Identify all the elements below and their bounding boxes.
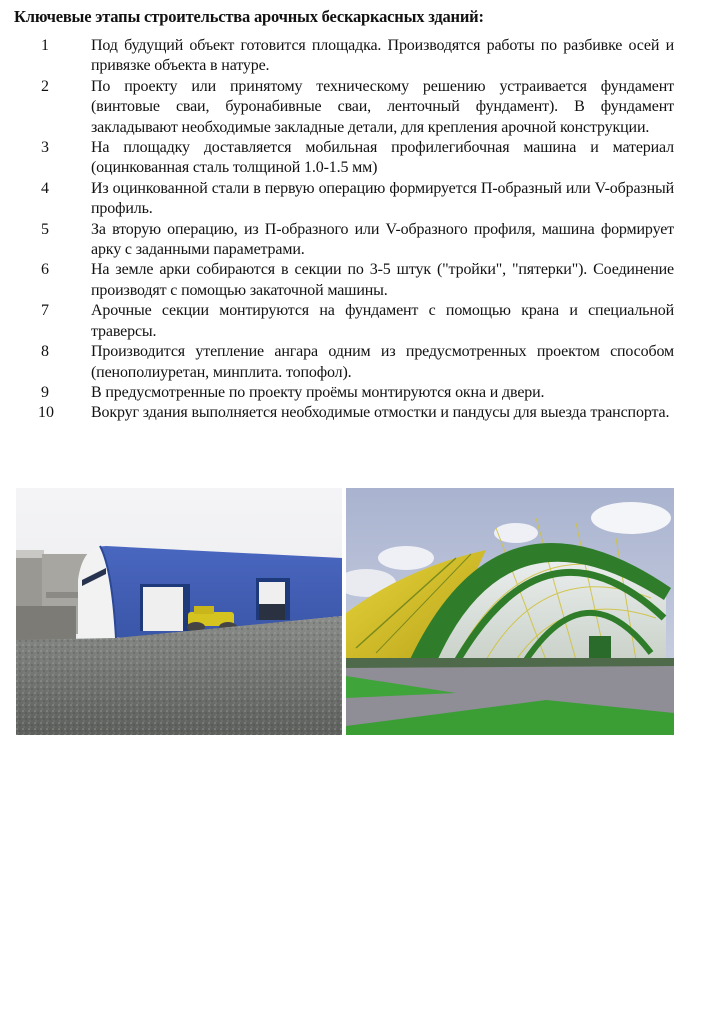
step-text: На земле арки собираются в секции по 3-5 штук ("тройки", "пятерки"). Соединение производят с помощью закаточной машины. — [91, 261, 674, 299]
step-text: В предусмотренные по проекту проёмы монтируются окна и двери. — [91, 383, 545, 401]
list-item — [0, 138, 715, 179]
green-glass-arched-building-render — [346, 488, 674, 735]
blue-arched-hangar-photo — [16, 488, 342, 735]
step-number: 8 — [41, 343, 49, 361]
step-text: На площадку доставляется мобильная профилегибочная машина и материал (оцинкованная сталь толщиной 1.0-1.5 мм) — [91, 139, 674, 177]
steps-list — [0, 36, 715, 424]
list-item — [0, 260, 715, 301]
step-number: 9 — [41, 383, 49, 401]
step-text: Арочные секции монтируются на фундамент с помощью крана и специальной траверсы. — [91, 302, 674, 340]
list-item — [0, 36, 715, 77]
list-item — [0, 77, 715, 138]
list-item — [0, 383, 715, 403]
step-number: 10 — [38, 404, 54, 422]
step-text: Производится утепление ангара одним из предусмотренных проектом способом (пенополиуретан, минплита. топофол). — [91, 343, 674, 381]
step-number: 1 — [41, 37, 49, 54]
arched-building-render-image — [346, 488, 674, 735]
step-text: За вторую операцию, из П-образного или V-образного профиля, машина формирует арку с заданными параметрами. — [91, 220, 674, 259]
list-item — [0, 403, 715, 423]
step-number: 5 — [41, 220, 49, 238]
step-number: 6 — [41, 261, 49, 279]
step-text: Вокруг здания выполняется необходимые отмостки и пандусы для выезда транспорта. — [91, 404, 670, 422]
step-text: Из оцинкованной стали в первую операцию формируется П-образный или V-образный профиль. — [91, 179, 674, 218]
step-text: По проекту или принятому техническому решению устраивается фундамент (винтовые сваи, буронабивные сваи, ленточный фундамент). В фундамент закладывают необходимые закладные детали, для крепления арочной конструкции. — [91, 77, 674, 136]
step-number: 3 — [41, 139, 49, 157]
step-number: 2 — [41, 77, 49, 95]
list-item — [0, 179, 715, 220]
list-item — [0, 342, 715, 383]
step-number: 4 — [41, 179, 49, 197]
list-item — [0, 301, 715, 342]
photos-row — [16, 488, 674, 735]
page-title: Ключевые этапы строительства арочных бескаркасных зданий: — [14, 7, 484, 26]
hangar-photo-image — [16, 488, 342, 735]
list-item — [0, 220, 715, 261]
step-number: 7 — [41, 302, 49, 320]
step-text: Под будущий объект готовится площадка. Производятся работы по разбивке осей и привязке объекта в натуре. — [91, 37, 674, 75]
